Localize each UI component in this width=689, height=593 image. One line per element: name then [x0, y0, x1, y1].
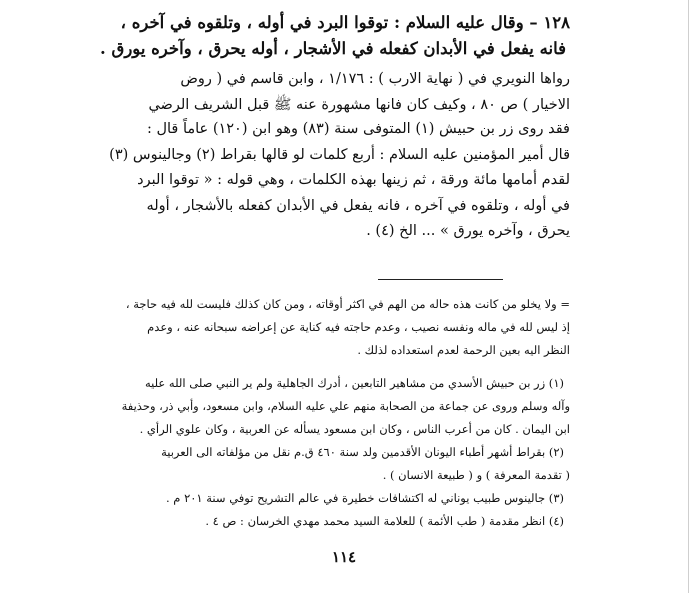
body-text-line: الاخيار ) ص ٨٠ ، وكيف كان فانها مشهورة عنه ﷺ قبل الشريف الرضي	[148, 97, 570, 113]
body-text-line: قال أمير المؤمنين عليه السلام : أربع كلمات لو قالها بقراط (٢) وجالينوس (٣)	[109, 147, 570, 163]
footnote-line: النظر اليه بعين الرحمة لعدم استعداده لذلك .	[357, 343, 570, 357]
footnote-line: (١) زر بن حبيش الأسدي من مشاهير التابعين ، أدرك الجاهلية ولم ير النبي صلى الله عليه	[144, 376, 564, 390]
footnote-line: (٢) بقراط أشهر أطباء اليونان الأقدمين ولد سنة ٤٦٠ ق.م نقل من مؤلفاته الى العربية	[161, 445, 564, 459]
footnote-separator	[378, 279, 503, 280]
hadith-heading-line: فانه يفعل في الأبدان كفعله في الأشجار ، أوله يحرق ، وآخره يورق .	[100, 39, 566, 58]
footnote-line: ( تقدمة المعرفة ) و ( طبيعة الانسان ) .	[382, 468, 570, 482]
footnote-line: (٤) انظر مقدمة ( طب الأئمة ) للعلامة السيد محمد مهدي الخرسان : ص ٤ .	[205, 514, 564, 528]
hadith-heading-line: ١٢٨ – وقال عليه السلام : توقوا البرد في أوله ، وتلقوه في آخره ،	[120, 13, 570, 32]
body-text-line: يحرق ، وآخره يورق » ... الخ (٤) .	[366, 223, 570, 239]
footnote-line: وآله وسلم وروى عن جماعة من الصحابة منهم علي عليه السلام، وابن مسعود، وأبي ذر، وحذيفة	[121, 399, 570, 413]
footnote-line: (٣) جالينوس طبيب يوناني له اكتشافات خطيرة في عالم التشريح توفي سنة ٢٠١ م .	[165, 491, 564, 505]
footnote-line: ابن اليمان . كان من أعرب الناس ، وكان ابن مسعود يسأله عن العربية ، وكان علوي الرأي .	[139, 422, 570, 436]
body-text-line: في أوله ، وتلقوه في آخره ، فانه يفعل في الأبدان كفعله بالأشجار ، أوله	[146, 198, 570, 214]
footnote-line: إذ ليس لله في ماله ونفسه نصيب ، وعدم حاجته فيه كناية عن إعراضه سبحانه عنه ، وعدم	[147, 320, 570, 334]
body-text-line: رواها النويري في ( نهاية الارب ) : ١/١٧٦ ، وابن قاسم في ( روض	[180, 71, 570, 87]
footnote-line: = ولا يخلو من كانت هذه حاله من الهم في اكثر أوقاته ، ومن كان كذلك فليست لله فيه حاجة ،	[125, 297, 570, 311]
body-text-line: لقدم أمامها مائة ورقة ، ثم زينها بهذه الكلمات ، وهي قوله : « توقوا البرد	[137, 172, 570, 188]
page-number: ١١٤	[331, 548, 357, 566]
body-text-line: فقد روى زر بن حبيش (١) المتوفى سنة (٨٣) وهو ابن (١٢٠) عاماً قال :	[146, 121, 570, 137]
